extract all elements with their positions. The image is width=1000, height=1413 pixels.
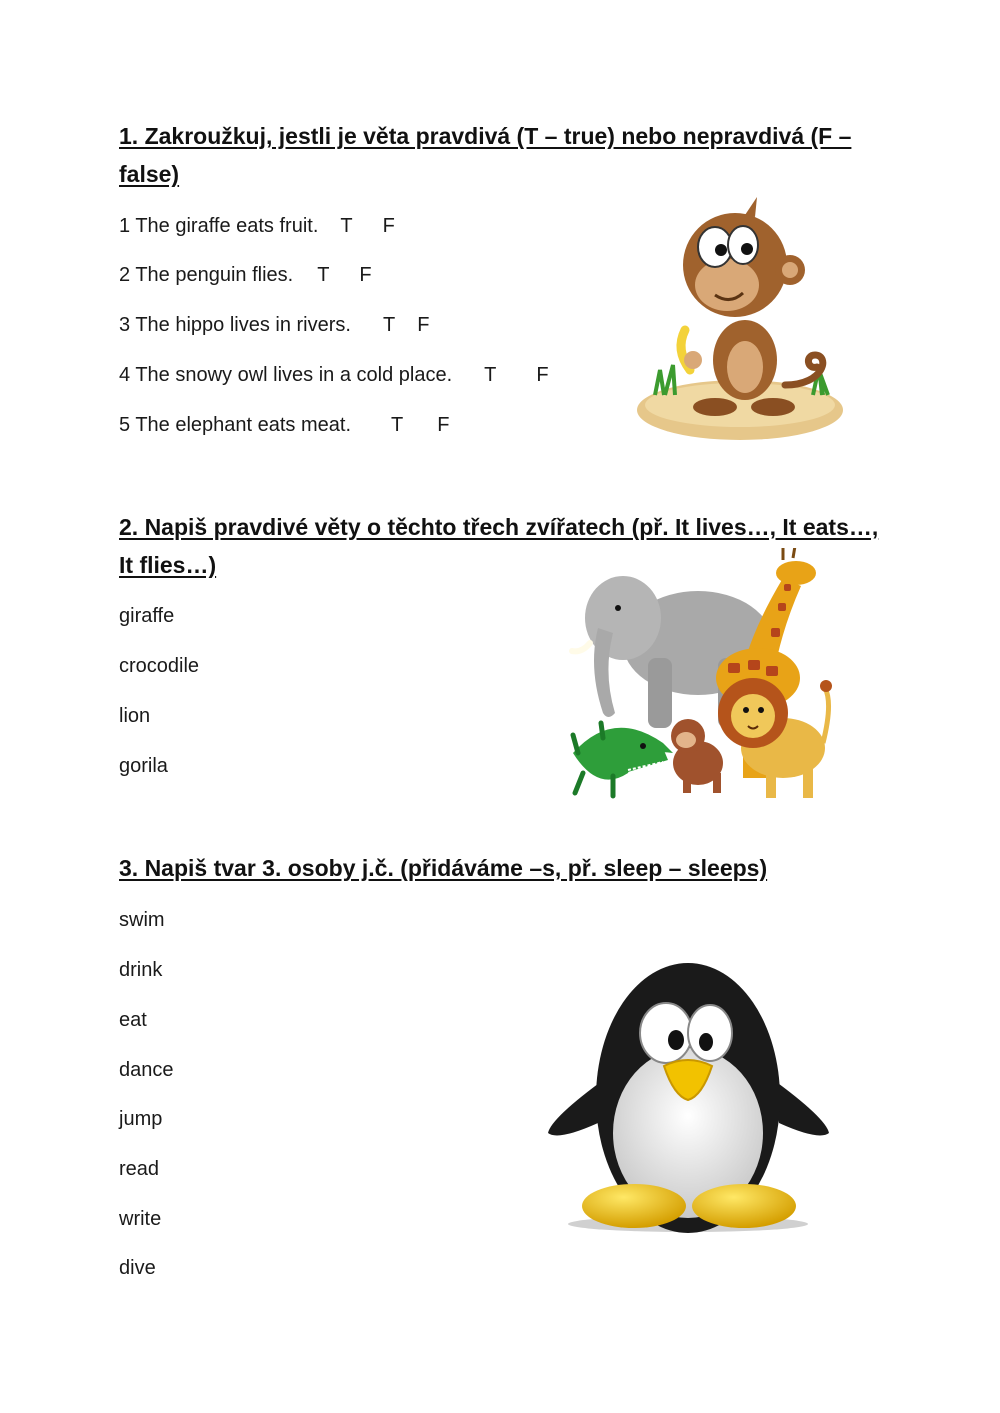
section3-heading: 3. Napiš tvar 3. osoby j.č. (přidáváme –s, př. sleep – sleeps): [119, 855, 768, 881]
tf-item-1: [119, 213, 395, 239]
true-option[interactable]: T: [484, 364, 497, 386]
verb-dance: dance: [119, 1059, 174, 1081]
tf-item-text: 1 The giraffe eats fruit.: [119, 215, 319, 237]
true-option[interactable]: T: [391, 414, 404, 436]
penguin-illustration: [546, 958, 831, 1238]
tf-item-text: 5 The elephant eats meat.: [119, 414, 352, 436]
verb-write: write: [119, 1208, 162, 1230]
monkey-illustration: [635, 195, 845, 445]
tf-item-4: [119, 362, 549, 388]
tf-item-text: 2 The penguin flies.: [119, 264, 294, 286]
tf-item-2: [119, 262, 372, 288]
word-gorila: gorila: [119, 755, 168, 777]
tf-item-3: [119, 312, 429, 338]
safari-animals-illustration: [568, 548, 833, 806]
true-option[interactable]: T: [382, 314, 396, 336]
word-crocodile: crocodile: [119, 655, 200, 677]
false-option[interactable]: F: [359, 264, 372, 286]
word-giraffe: giraffe: [119, 605, 175, 627]
verb-swim: swim: [119, 909, 165, 931]
verb-drink: drink: [119, 959, 163, 981]
false-option[interactable]: F: [382, 215, 395, 237]
false-option[interactable]: F: [437, 414, 450, 436]
word-lion: lion: [119, 705, 151, 727]
tf-item-text: 4 The snowy owl lives in a cold place.: [119, 364, 453, 386]
verb-dive: dive: [119, 1257, 156, 1279]
verb-eat: eat: [119, 1009, 147, 1031]
false-option[interactable]: F: [536, 364, 549, 386]
verb-read: read: [119, 1158, 160, 1180]
section1-heading: 1. Zakroužkuj, jestli je věta pravdivá (T – true) nebo nepravdivá (F – false): [119, 123, 852, 187]
true-option[interactable]: T: [340, 215, 353, 237]
verb-jump: jump: [119, 1108, 163, 1130]
section2-heading: 2. Napiš pravdivé věty o těchto třech zvířatech (př. It lives…, It eats…, It flies…): [119, 514, 879, 578]
tf-item-5: [119, 412, 449, 438]
false-option[interactable]: F: [417, 314, 430, 336]
true-option[interactable]: T: [317, 264, 330, 286]
tf-item-text: 3 The hippo lives in rivers.: [119, 314, 351, 336]
